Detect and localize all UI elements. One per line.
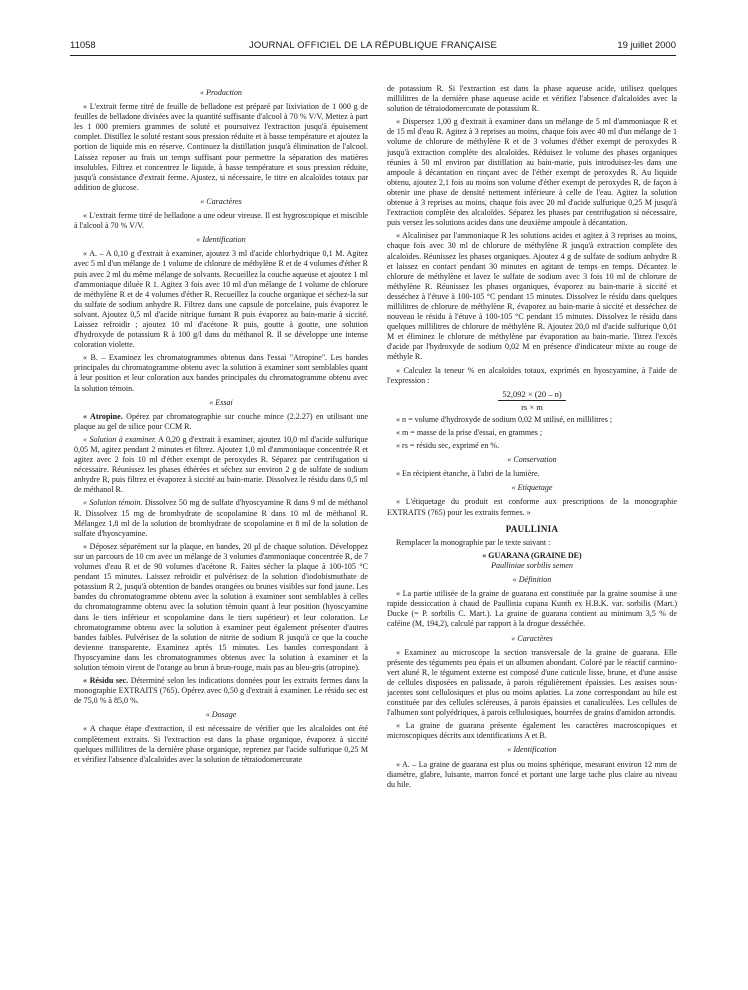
guarana-latin-subtitle: Paulliniae sorbilis semen [491,560,573,570]
dosage-paragraph: « A chaque étape d'extraction, il est nécessaire de vérifier que les alcaloïdes ont été complètement extraits. Si l'extraction est dans la phase organique, évaporez à siccité quelques millilitres de la dernière phase organique, reprenez par l'acide sulfurique 0,25 M et vérifiez l'absence d'alcaloïdes avec la solution de tétraiodomercurate [74,724,368,764]
solution-temoin-lead: « Solution témoin. [83,498,143,508]
guarana-title: « GUARANA (GRAINE DE) [482,550,582,560]
section-heading-conservation: « Conservation [507,455,557,465]
residu-paragraph [74,676,368,706]
solution-examiner-paragraph [74,435,368,496]
definition-n: « n = volume d'hydroxyde de sodium 0,02 M utilisé, en millilitres ; [396,414,613,424]
alcalinisez-paragraph: « Alcalinisez par l'ammoniaque R les solutions acides et agitez à 3 reprises au moins, chaque fois avec 30 ml de chlorure de méthylène R jusqu'à extraction complète des alcaloïdes. Réunissez les phases organiques. Ajoutez 4 g de sulfate de sodium anhydre R et laissez en contact pendant 30 minutes en agitant de temps en temps. Décantez le chlorure de méthylène et lavez le sulfate de sodium avec 3 fois 10 ml de chlorure de méthylène R. Réunissez les phases organiques, évaporez au bain-marie à siccité et desséchez à l'étuve à 100-105 °C pendant 15 minutes. Dissolvez le résidu dans quelques millilitres de chlorure de méthylène R, évaporez au bain-marie à siccité et desséchez de nouveau le résidu à l'étuve à 100-105 °C pendant 15 minutes. Dissolvez le résidu dans quelques millilitres de chlorure de méthylène R. Ajoutez 20,0 ml d'acide sulfurique 0,01 M et éliminez le chlorure de méthylène par évaporation au bain-marie. Titrez l'excès d'acide par l'hydroxyde de sodium 0,02 M en présence d'indicateur mixte au rouge de méthyle R. [387,231,677,362]
page-header [70,40,676,54]
caracteres-paragraph: « L'extrait ferme titré de belladone a une odeur vireuse. Il est hygroscopique et miscible à l'alcool à 70 % V/V. [74,211,368,231]
identification-b-paragraph: « B. – Examinez les chromatogrammes obtenus dans l'essai "Atropine". Les bandes principales du chromatogramme obtenu avec la solution à examiner sont semblables quant à leur position et leur coloration aux bandes principales du chromatogramme obtenu avec la solution témoin. [74,353,368,393]
solution-temoin-paragraph [74,498,368,538]
section-heading-definition: « Définition [512,575,552,585]
identification-guarana-a-paragraph: « A. – La graine de guarana est plus ou moins sphérique, mesurant environ 12 mm de diamètre, glabre, luisante, marron foncé et portant une large tache plus claire au niveau du hile. [387,759,677,789]
formula-denominator: rs × m [521,401,543,412]
header-rule [70,55,676,56]
teneur-formula [387,389,677,412]
section-heading-essai: « Essai [209,397,233,407]
formula-numerator: 52,092 × (20 – n) [498,389,565,401]
right-column [387,84,677,974]
solution-examiner-lead: « Solution à examiner. [83,434,157,444]
identification-a-paragraph: « A. – A 0,10 g d'extrait à examiner, ajoutez 3 ml d'acide chlorhydrique 0,1 M. Agitez avec 5 ml d'un mélange de 1 volume de chlorure de méthylène R et de 4 volumes d'éther R puis avec 2 ml du même mélange de solvants. Recueillez la couche aqueuse et ajoutez 1 ml d'ammoniaque diluée R 1. Agitez 3 fois avec 10 ml d'un mélange de 1 volume de chlorure de méthylène R et de 4 volumes d'éther R. Recueillez la couche organique et séchez-la sur du sulfate de sodium anhydre R. Filtrez dans une capsule de porcelaine, puis évaporez le solvant. Ajoutez 0,5 ml d'acide nitrique fumant R puis évaporez au bain-marie à siccité. Laissez refroidir ; ajoutez 10 ml d'acétone R puis, goutte à goutte, une solution d'hydroxyde de potassium R à 100 g/l dans du méthanol R. Il se développe une intense coloration violette. [74,249,368,350]
section-heading-caracteres: « Caractères [200,196,242,206]
calculez-paragraph: « Calculez la teneur % en alcaloïdes totaux, exprimés en hyoscyamine, à l'aide de l'expression : [387,365,677,385]
solution-examiner-text: A 0,20 g d'extrait à examiner, ajoutez 10,0 ml d'acide sulfurique 0,05 M, agitez pendant 2 minutes et filtrez. Ajoutez 1,0 ml d'ammoniaque concentrée R et agitez avec 2 fois 10 ml d'éther exempt de peroxydes R. Séparez par centrifugation si nécessaire. Réunissez les phases éthérées et séchez sur environ 2 g de sulfate de sodium anhydre R, puis filtrez et évaporez à siccité au bain-marie. Dissolvez le résidu dans 0,5 ml de méthanol R. [74,434,368,495]
deposez-paragraph: « Déposez séparément sur la plaque, en bandes, 20 µl de chaque solution. Développez sur un parcours de 10 cm avec un mélange de 3 volumes d'ammoniaque concentrée R, de 7 volumes d'eau R et de 90 volumes d'acétone R. Faites sécher la plaque à 100-105 °C pendant 15 minutes. Laissez refroidir et pulvérisez de la solution d'iodobismuthate de potassium R 2, jusqu'à obtention de bandes orangées ou brunes visibles sur fond jaune. Les bandes du chromatogramme obtenu avec la solution à examiner sont semblables à celles du chromatogramme obtenu avec la solution témoin quant à leur position (hyoscyamine dans le tiers inférieur et scopolamine dans le tiers supérieur) et leur coloration. Le chromatogramme obtenu avec la solution à examiner peut également présenter d'autres bandes faibles. Pulvérisez de la solution de nitrite de sodium R jusqu'à ce que la couche devienne transparente. Examinez après 15 minutes. Les bandes correspondant à l'hyoscyamine dans les chromatogrammes obtenus avec la solution à examiner et la solution témoin virent de l'orange au brun à brun-rouge, mais pas au bleu-gris (atropine). [74,541,368,672]
left-column [74,84,368,974]
caracteres-guarana-paragraph-2: « La graine de guarana présente également les caractères macroscopiques et microscopiques décrits aux identifications A et B. [387,721,677,741]
section-heading-etiquetage: « Etiquetage [511,483,553,493]
section-heading-caracteres-guarana: « Caractères [511,633,553,643]
atropine-lead: « Atropine. [83,411,123,421]
section-heading-identification: « Identification [196,235,246,245]
page-number: 11058 [70,40,96,51]
definition-paragraph: « La partie utilisée de la graine de guarana est constituée par la graine soumise à une rapide dessiccation à chaud de Paullinia cupana Kunth ex H.B.K. var. sorbilis (Mart.) Ducke (= P. sorbilis C. Mart.). La graine de guarana contient au minimum 3,5 % de caféine (M, 194,2), calculé par rapport à la drogue desséchée. [387,589,677,629]
monograph-title-paullinia: PAULLINIA [505,523,559,534]
residu-text: Déterminé selon les indications données pour les extraits fermes dans la monographie EXTRAITS (765). Opérez avec 0,50 g d'extrait à examiner. Le résidu sec est de 75,0 % à 85,0 %. [74,676,368,706]
section-heading-identification-guarana: « Identification [507,745,557,755]
atropine-paragraph [74,412,368,432]
conservation-paragraph: « En récipient étanche, à l'abri de la lumière. [396,469,540,479]
definition-m: « m = masse de la prise d'essai, en grammes ; [396,428,543,437]
caracteres-guarana-paragraph-1: « Examinez au microscope la section transversale de la graine de guarana. Elle présente des téguments peu épais et un albumen abondant. Coloré par le réactif carmino-vert aluné R, le tégument externe est composé d'une cuticule lisse, brune, et d'une assise de cellules disposées en palissade, à parois régulièrement épaissies. Les assises sous-jacentes sont cellulosiques et plus ou moins aplaties. La zone correspondant au hile est constituée par des cellules scléreuses, à parois épaissies et canaliculées. Les cellules de l'albumen sont polyédriques, à parois cellulosiques, bourrées de grains d'amidon arrondis. [387,647,677,718]
section-heading-production: « Production [200,88,242,97]
etiquetage-paragraph: « L'étiquetage du produit est conforme aux prescriptions de la monographie EXTRAITS (765) pour les extraits fermes. » [387,497,677,517]
solution-temoin-text: Dissolvez 50 mg de sulfate d'hyoscyamine R dans 9 ml de méthanol R. Dissolvez 15 mg de bromhydrate de scopolamine R dans 10 ml de méthanol R. Mélangez 1,8 ml de la solution de bromhydrate de scopolamine et 8 ml de la solution de sulfate d'hyoscyamine. [74,498,368,538]
section-heading-dosage: « Dosage [205,710,237,720]
issue-date: 19 juillet 2000 [617,40,676,51]
definition-rs: « rs = résidu sec, exprimé en %. [396,441,500,451]
remplacer-paragraph: Remplacer la monographie par le texte suivant : [396,537,551,547]
dispersez-paragraph: « Dispersez 1,00 g d'extrait à examiner dans un mélange de 5 ml d'ammoniaque R et de 15 ml d'eau R. Agitez à 3 reprises au moins, chaque fois avec 40 ml d'un mélange de 1 volume de chlorure de méthylène R et de 3 volumes d'éther exempt de peroxydes R jusqu'à extraction complète des alcaloïdes. Réduisez le volume des phases organiques réunies à 50 ml environ par distillation au bain-marie, puis introduisez-les dans une ampoule à décantation en rinçant avec de l'éther exempt de peroxydes R. Au liquide obtenu, ajoutez 2,1 fois au moins son volume d'éther exempt de peroxydes R, de façon à obtenir une phase de densité nettement inférieure à celle de l'eau. Agitez la solution obtenue à 3 reprises au moins, chaque fois avec 20 ml d'acide sulfurique 0,25 M jusqu'à l'extraction complète des alcaloïdes. Séparez les phases par centrifugation si nécessaire, puis versez les solutions acides dans une deuxième ampoule à décantation. [387,117,677,228]
production-paragraph: « L'extrait ferme titré de feuille de belladone est préparé par lixiviation de 1 000 g de feuilles de belladone divisées avec la quantité suffisante d'alcool à 70 % V/V. Mettez à part les 1 000 premiers grammes de soluté et poursuivez l'extraction jusqu'à épuisement complet. Distillez le soluté restant sous pression réduite et à basse température et ajoutez la portion de liquide mis en réserve. Continuez la distillation jusqu'à élimination de l'alcool. Laissez reposer au frais un temps suffisant pour permettre la séparation des matières insolubles. Filtrez et concentrez le liquide, à basse température et sous pression réduite, jusqu'à consistance d'extrait ferme. Ajustez, si nécessaire, le titre en alcaloïdes totaux par addition de glucose. [74,102,368,192]
residu-lead: « Résidu sec. [83,676,129,686]
atropine-text: Opérez par chromatographie sur couche mince (2.2.27) en utilisant une plaque au gel de silice pour CCM R. [74,411,368,431]
dosage-continuation-paragraph: de potassium R. Si l'extraction est dans la phase aqueuse acide, utilisez quelques millilitres de la dernière phase aqueuse acide et vérifiez l'absence d'alcaloïdes avec la solution de tétraiodomercurate de potassium R. [387,84,677,114]
journal-title: JOURNAL OFFICIEL DE LA RÉPUBLIQUE FRANÇAISE [248,40,498,51]
